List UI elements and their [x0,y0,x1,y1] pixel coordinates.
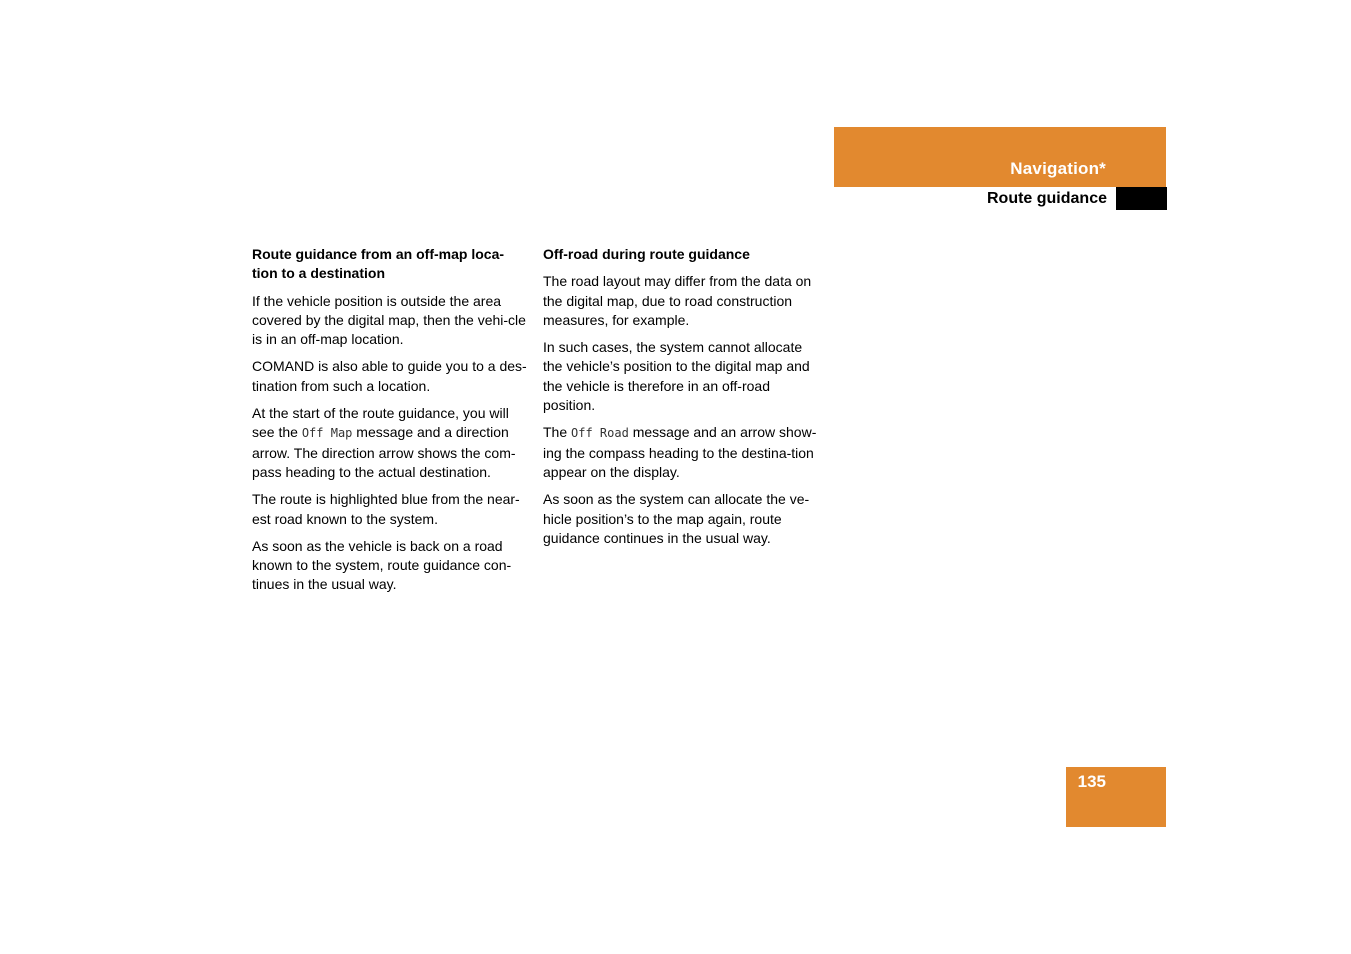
left-heading: Route guidance from an off-map loca- tion to a destination [252,246,505,282]
right-p3-before: The [543,424,572,441]
header-band [834,127,1166,187]
left-paragraph-2: COMAND is also able to guide you to a des-tination from such a location. [252,358,527,394]
section-marker [1116,187,1167,210]
off-road-message-code: Off Road [571,426,629,441]
right-heading: Off-road during route guidance [543,246,750,262]
left-paragraph-5: As soon as the vehicle is back on a road known to the system, route guidance con-tinues in the usual way. [252,537,512,593]
right-p3-after: message and an arrow show-ing the compass heading to the destina-tion appear on the display. [543,424,817,480]
right-paragraph-2: In such cases, the system cannot allocate the vehicle’s position to the digital map and the vehicle is therefore in an off-road position. [543,339,810,414]
subsection-title: Route guidance [986,190,1107,207]
off-map-message-code: Off Map [301,426,353,441]
left-paragraph-4: The route is highlighted blue from the near-est road known to the system. [252,491,520,527]
left-p3-after: message and a direction arrow. The direction arrow shows the com-pass heading to the actual destination. [252,424,516,480]
left-p3-before: At the start of the route guidance, you will see the [252,405,509,441]
right-column [543,245,821,556]
left-column [252,245,530,603]
page-number: 135 [1077,772,1106,791]
right-paragraph-1: The road layout may differ from the data on the digital map, due to road construction measures, for example. [543,273,812,328]
section-title: Navigation* [1010,159,1106,178]
right-paragraph-4: As soon as the system can allocate the ve-hicle position’s to the map again, route guidance continues in the usual way. [543,491,810,546]
left-paragraph-1: If the vehicle position is outside the area covered by the digital map, then the vehi-cle is in an off-map location. [252,292,526,348]
left-paragraph-3 [252,404,530,482]
right-paragraph-3 [543,423,821,482]
